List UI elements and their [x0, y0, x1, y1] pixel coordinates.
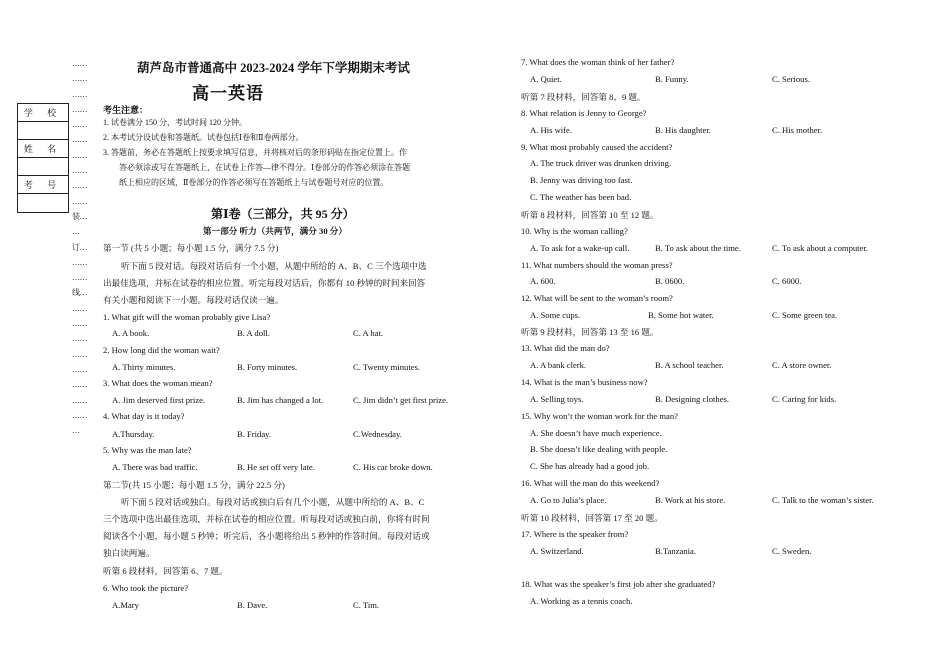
option-b[interactable]: B. Some hot water. — [648, 310, 714, 320]
exam-title: 葫芦岛市普通高中 2023-2024 学年下学期期末考试 — [137, 61, 410, 75]
option-b[interactable]: B. A doll. — [237, 328, 270, 338]
option-b[interactable]: B. Work at his store. — [655, 495, 726, 505]
binding-dots: 订… — [72, 242, 87, 252]
option-b[interactable]: B. Jenny was driving too fast. — [530, 175, 633, 185]
section-header: 第一节 (共 5 小题；每小题 1.5 分，满分 7.5 分) — [103, 243, 279, 253]
binding-dots: …… — [72, 395, 87, 405]
option-a[interactable]: A. There was bad traffic. — [112, 462, 198, 472]
option-b[interactable]: B. His daughter. — [655, 125, 711, 135]
option-a[interactable]: A. To ask for a wake-up call. — [530, 243, 630, 253]
option-c[interactable]: C. Caring for kids. — [772, 394, 837, 404]
exam-number-label: 考 号 — [18, 176, 68, 194]
option-b[interactable]: B. She doesn’t like dealing with people. — [530, 444, 668, 454]
option-b[interactable]: B. 0600. — [655, 276, 685, 286]
binding-dots: …… — [72, 89, 87, 99]
question-text: 15. Why won’t the woman work for the man? — [521, 411, 678, 421]
question-text: 1. What gift will the woman probably give Lisa? — [103, 312, 271, 322]
option-c[interactable]: C. Twenty minutes. — [353, 362, 421, 372]
option-c[interactable]: C. Talk to the woman’s sister. — [772, 495, 874, 505]
question-text: 4. What day is it today? — [103, 411, 185, 421]
option-a[interactable]: A. Selling toys. — [530, 394, 584, 404]
subject-title: 高一英语 — [192, 84, 264, 103]
instruction-line: 听下面 5 段对话或独白。每段对话或独白后有几个小题，从题中所给的 A、B、C — [121, 497, 425, 507]
question-text: 6. Who took the picture? — [103, 583, 189, 593]
binding-dots: …… — [72, 257, 87, 267]
question-text: 10. Why is the woman calling? — [521, 226, 628, 236]
instruction-line: 听下面 5 段对话。每段对话后有一个小题，从题中所给的 A、B、C 三个选项中选 — [121, 261, 427, 271]
option-b[interactable]: B. To ask about the time. — [655, 243, 741, 253]
question-text: 9. What most probably caused the accident? — [521, 142, 673, 152]
question-text: 16. What will the man do this weekend? — [521, 478, 660, 488]
binding-dots: …… — [72, 59, 87, 68]
listen-instruction: 听第 6 段材料，回答第 6、7 题。 — [103, 566, 228, 576]
listen-instruction: 听第 9 段材料，回答第 13 至 16 题。 — [521, 327, 659, 337]
binding-dots: … — [72, 227, 80, 237]
binding-dots: …… — [72, 319, 87, 329]
option-a[interactable]: A. She doesn’t have much experience. — [530, 428, 662, 438]
option-c[interactable]: C. Sweden. — [772, 546, 812, 556]
option-b[interactable]: B. Forty minutes. — [237, 362, 298, 372]
listen-instruction: 听第 7 段材料，回答第 8、9 题。 — [521, 92, 646, 102]
option-c[interactable]: C. The weather has been bad. — [530, 192, 632, 202]
binding-dots: …… — [72, 196, 87, 206]
option-c[interactable]: C.Wednesday. — [353, 429, 402, 439]
binding-dots: …… — [72, 410, 87, 420]
question-text: 7. What does the woman think of her father? — [521, 57, 675, 67]
notice-item: 2. 本考试分设试卷和答题纸。试卷包括Ⅰ卷和Ⅱ卷两部分。 — [103, 133, 304, 142]
name-label: 姓 名 — [18, 140, 68, 158]
binding-dots: …… — [72, 104, 87, 114]
student-info-box — [17, 103, 69, 213]
option-a[interactable]: A. A bank clerk. — [530, 360, 587, 370]
binding-dots: …… — [72, 273, 87, 283]
part-title: 第一部分 听力（共两节，满分 30 分） — [203, 226, 347, 236]
option-c[interactable]: C. Serious. — [772, 74, 810, 84]
option-a[interactable]: A. Jim deserved first prize. — [112, 395, 206, 405]
binding-dots: … — [72, 426, 80, 436]
option-b[interactable]: B. Funny. — [655, 74, 689, 84]
option-c[interactable]: C. 6000. — [772, 276, 802, 286]
option-a[interactable]: A. 600. — [530, 276, 556, 286]
binding-dots: …… — [72, 150, 87, 160]
question-text: 13. What did the man do? — [521, 343, 610, 353]
question-text: 17. Where is the speaker from? — [521, 529, 629, 539]
binding-dots: …… — [72, 364, 87, 374]
option-a[interactable]: A. Some cups. — [530, 310, 581, 320]
option-b[interactable]: B. Designing clothes. — [655, 394, 729, 404]
instruction-line: 阅读各个小题，每小题 5 秒钟；听完后，各小题将给出 5 秒钟的作答时间。每段对话或 — [103, 531, 430, 541]
question-text: 14. What is the man’s business now? — [521, 377, 648, 387]
option-c[interactable]: C. To ask about a computer. — [772, 243, 868, 253]
instruction-line: 有关小题和阅读下一小题。每段对话仅读一遍。 — [103, 295, 284, 305]
question-text: 12. What will be sent to the woman’s room? — [521, 293, 673, 303]
question-text: 2. How long did the woman wait? — [103, 345, 220, 355]
question-text: 11. What numbers should the woman press? — [521, 260, 673, 270]
instruction-line: 出最佳选项，并标在试卷的相应位置。听完每段对话后，你都有 10 秒钟的时间来回答 — [103, 278, 426, 288]
binding-dots: …… — [72, 120, 87, 130]
school-label: 学 校 — [18, 104, 68, 122]
exam-number-field[interactable] — [18, 194, 68, 212]
option-a[interactable]: A. Working as a tennis coach. — [530, 596, 633, 606]
binding-dots: …… — [72, 181, 87, 191]
option-c[interactable]: C. Jim didn’t get first prize. — [353, 395, 449, 405]
option-c[interactable]: C. A hat. — [353, 328, 384, 338]
binding-dots: 线… — [72, 288, 87, 298]
instruction-line: 三个选项中选出最佳选项，并标在试卷的相应位置。听每段对话或独白前，你将有时间 — [103, 514, 430, 524]
option-a[interactable]: A.Mary — [112, 600, 139, 610]
option-a[interactable]: A.Thursday. — [112, 429, 155, 439]
question-text: 18. What was the speaker’s first job after she graduated? — [521, 579, 716, 589]
option-a[interactable]: A. His wife. — [530, 125, 573, 135]
binding-dots: …… — [72, 303, 87, 313]
binding-dots: …… — [72, 334, 87, 344]
question-text: 8. What relation is Jenny to George? — [521, 108, 647, 118]
notice-item: 纸上相应的区域，Ⅱ卷部分的作答必须写在答题纸上与试卷题号对应的位置。 — [119, 178, 389, 187]
name-field[interactable] — [18, 158, 68, 176]
option-a[interactable]: A. Quiet. — [530, 74, 562, 84]
option-c[interactable]: C. A store owner. — [772, 360, 832, 370]
option-c[interactable]: C. Some green tea. — [772, 310, 838, 320]
listen-instruction: 听第 10 段材料，回答第 17 至 20 题。 — [521, 513, 663, 523]
option-a[interactable]: A. Thirty minutes. — [112, 362, 176, 372]
question-text: 5. Why was the man late? — [103, 445, 192, 455]
option-a[interactable]: A. Go to Julia’s place. — [530, 495, 607, 505]
binding-dots: 装… — [72, 211, 87, 221]
option-b[interactable]: B. Jim has changed a lot. — [237, 395, 324, 405]
option-c[interactable]: C. His mother. — [772, 125, 823, 135]
binding-dots: …… — [72, 349, 87, 359]
notice-title: 考生注意： — [103, 105, 149, 115]
school-field[interactable] — [18, 122, 68, 140]
option-c[interactable]: C. She has already had a good job. — [530, 461, 650, 471]
binding-dots: …… — [72, 166, 87, 176]
binding-dots: …… — [72, 135, 87, 145]
option-c[interactable]: C. His car broke down. — [353, 462, 433, 472]
option-a[interactable]: A. A book. — [112, 328, 150, 338]
option-b[interactable]: B.Tanzania. — [655, 546, 696, 556]
listen-instruction: 听第 8 段材料，回答第 10 至 12 题。 — [521, 210, 659, 220]
binding-dots: …… — [72, 74, 87, 84]
section-header: 第二节(共 15 小题；每小题 1.5 分，满分 22.5 分) — [103, 480, 285, 490]
notice-item: 1. 试卷满分 150 分，考试时间 120 分钟。 — [103, 118, 247, 127]
binding-line — [72, 56, 98, 438]
notice-item: 答必须涂或写在答题纸上，在试卷上作答—律不得分。Ⅰ卷部分的作答必须涂在答题 — [119, 163, 411, 172]
option-a[interactable]: A. The truck driver was drunken driving. — [530, 158, 672, 168]
section-title: 第Ⅰ卷（三部分，共 95 分） — [211, 207, 355, 221]
option-b[interactable]: B. He set off very late. — [237, 462, 315, 472]
option-b[interactable]: B. A school teacher. — [655, 360, 724, 370]
notice-item: 3. 答题前，务必在答题纸上按要求填写信息，并将核对后的条形码贴在指定位置上。作 — [103, 148, 407, 157]
option-b[interactable]: B. Dave. — [237, 600, 268, 610]
option-a[interactable]: A. Switzerland. — [530, 546, 584, 556]
question-text: 3. What does the woman mean? — [103, 378, 213, 388]
binding-dots: …… — [72, 380, 87, 390]
instruction-line: 独白读两遍。 — [103, 548, 155, 558]
option-c[interactable]: C. Tim. — [353, 600, 380, 610]
option-b[interactable]: B. Friday. — [237, 429, 272, 439]
